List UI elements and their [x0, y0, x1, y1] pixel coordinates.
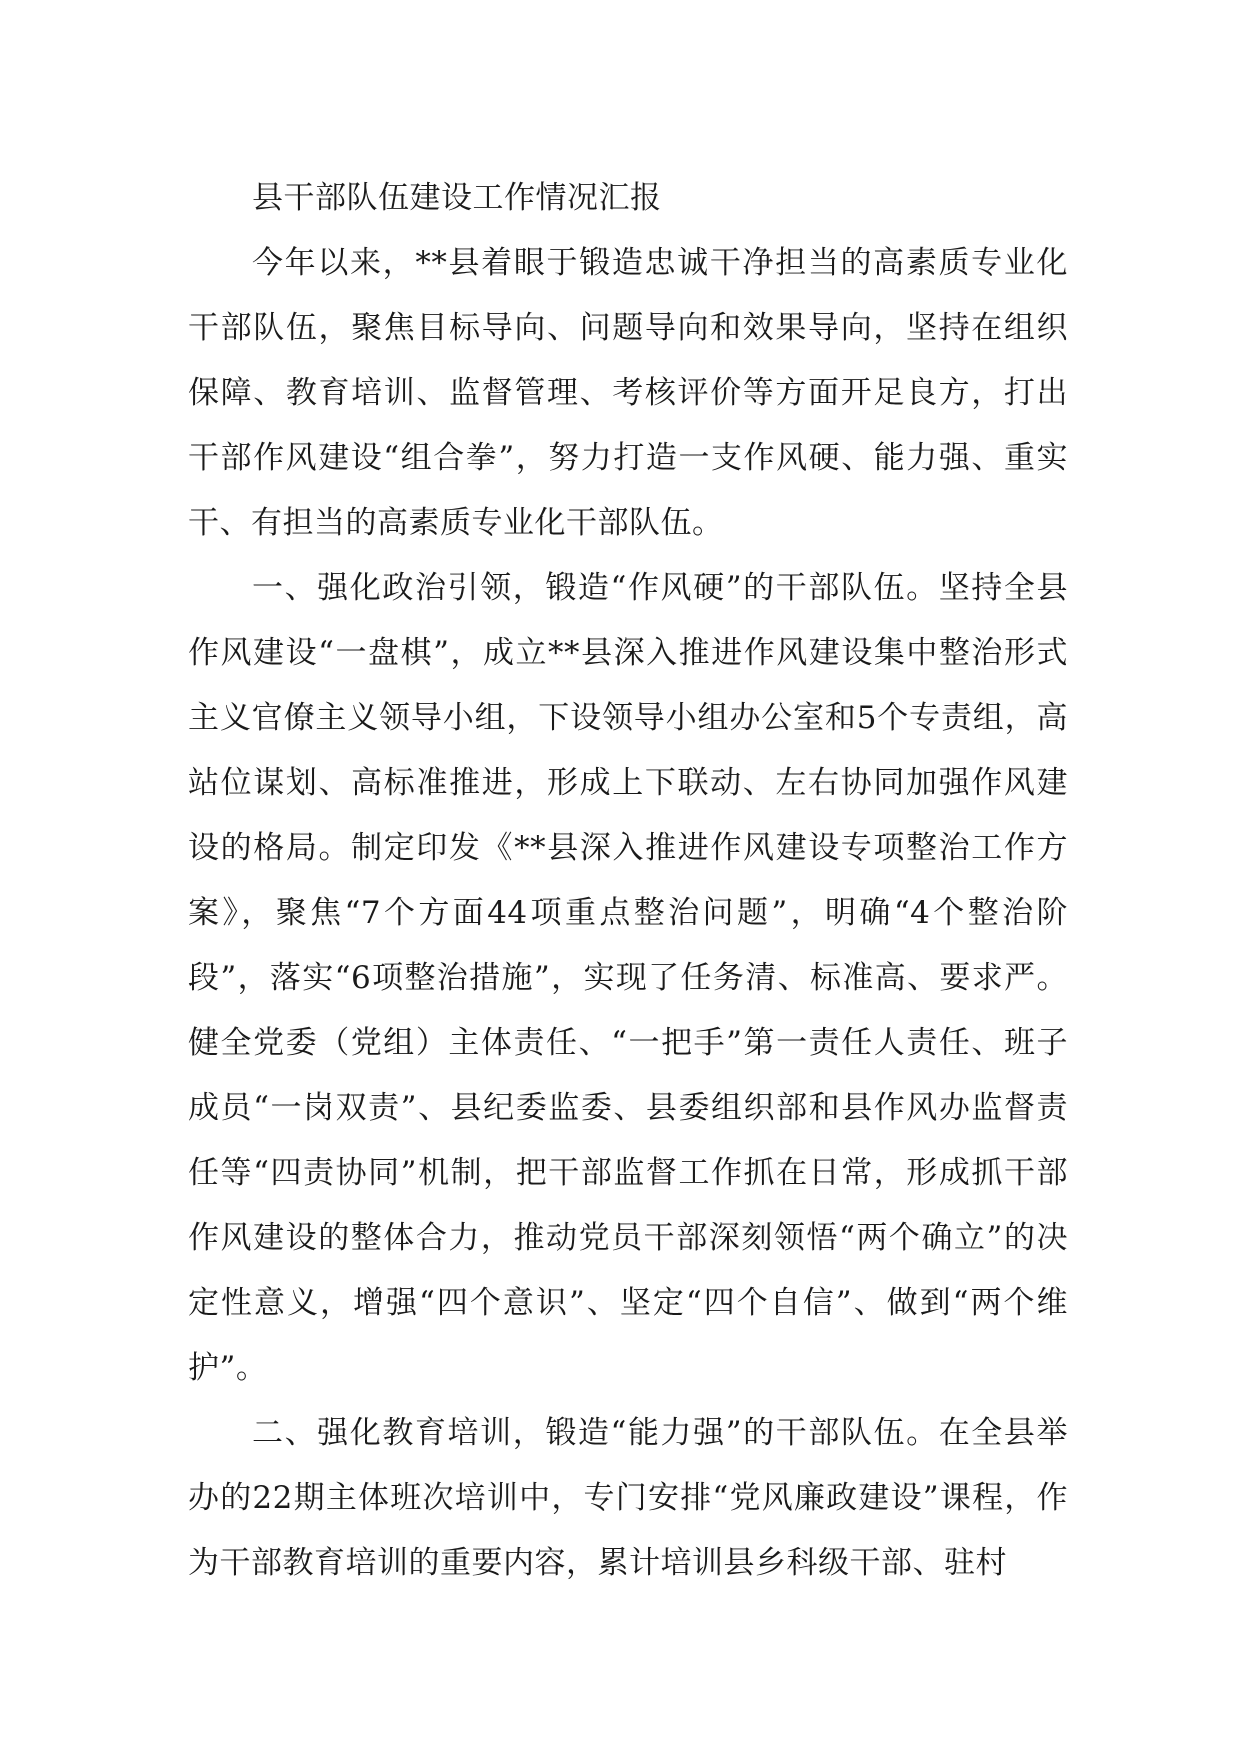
document-title: 县干部队伍建设工作情况汇报 — [252, 180, 662, 216]
document-body — [188, 166, 1068, 1596]
paragraph-intro: 今年以来，**县着眼于锻造忠诚干净担当的高素质专业化干部队伍，聚焦目标导向、问题导向和效果导向，坚持在组织保障、教育培训、监督管理、考核评价等方面开足良方，打出干部作风建设“组合拳”，努力打造一支作风硬、能力强、重实干、有担当的高素质专业化干部队伍。 — [188, 245, 1068, 541]
paragraph-section-2: 二、强化教育培训，锻造“能力强”的干部队伍。在全县举办的22期主体班次培训中，专门安排“党风廉政建设”课程，作为干部教育培训的重要内容，累计培训县乡科级干部、驻村 — [188, 1415, 1068, 1581]
paragraph-section-1: 一、强化政治引领，锻造“作风硬”的干部队伍。坚持全县作风建设“一盘棋”，成立**县深入推进作风建设集中整治形式主义官僚主义领导小组，下设领导小组办公室和5个专责组，高站位谋划、高标准推进，形成上下联动、左右协同加强作风建设的格局。制定印发《**县深入推进作风建设专项整治工作方案》，聚焦“7个方面44项重点整治问题”，明确“4个整治阶段”，落实“6项整治措施”，实现了任务清、标准高、要求严。健全党委（党组）主体责任、“一把手”第一责任人责任、班子成员“一岗双责”、县纪委监委、县委组织部和县作风办监督责任等“四责协同”机制，把干部监督工作抓在日常，形成抓干部作风建设的整体合力，推动党员干部深刻领悟“两个确立”的决定性意义，增强“四个意识”、坚定“四个自信”、做到“两个维护”。 — [188, 570, 1068, 1386]
